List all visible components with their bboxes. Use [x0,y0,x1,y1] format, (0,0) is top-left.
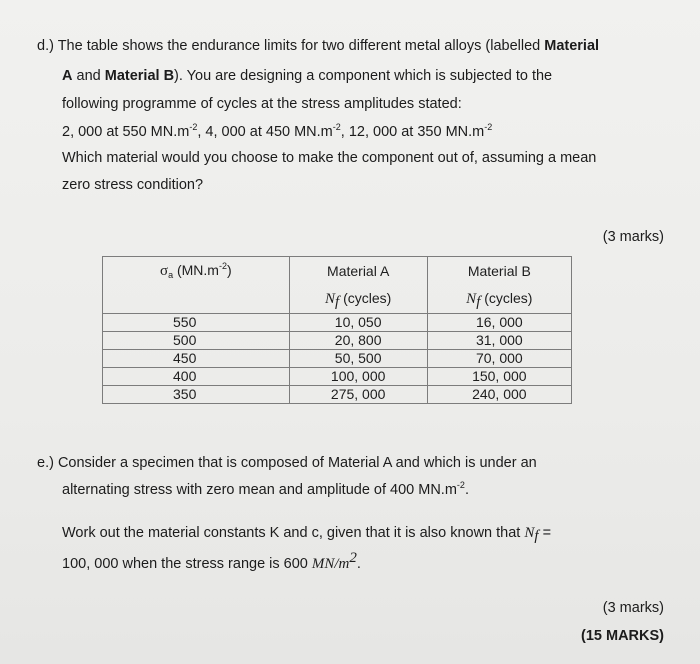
stress-cell: 500 [103,332,290,350]
material-b-header: Material B [427,257,571,286]
cycles-b: , 4, 000 at 450 MN.m [197,124,333,140]
part-d-bold-material-b: Material B [104,68,175,84]
part-e-line-1 [37,455,537,471]
material-a-cell: 20, 800 [289,332,427,350]
part-d-text-2: ). You are designing a component which is subjected to the [174,68,553,84]
material-a-cell: 275, 000 [289,386,427,404]
stress-cell: 450 [103,350,290,368]
table-row [103,350,572,368]
part-d-marks: (3 marks) [602,229,664,245]
part-d-line-1 [37,38,599,54]
part-d-bold-a: A [62,68,73,84]
part-d-line-6: zero stress condition? [62,177,204,193]
cycles-c: , 12, 000 at 350 MN.m [340,124,485,140]
stress-cell: 400 [103,368,290,386]
material-a-cell: 50, 500 [289,350,427,368]
table-row [103,332,572,350]
table-row [103,314,572,332]
total-marks: (15 MARKS) [581,628,664,644]
material-a-header: Material A [289,257,427,286]
part-d-line-4 [62,124,492,140]
part-d-and: and [72,68,105,84]
part-d-label: d.) [37,38,54,54]
material-a-cell: 10, 050 [289,314,427,332]
stress-subheader [103,285,290,314]
material-b-cell: 16, 000 [427,314,571,332]
part-e-line-3: Work out the material constants K and c, given that it is also known that $N_f$ = [62,525,552,544]
part-e-line-2: alternating stress with zero mean and amplitude of 400 $MN.m^{-2}$. [62,480,469,498]
part-d-line-5: Which material would you choose to make the component out of, assuming a mean [62,150,597,166]
material-a-cycles-header: $N_f$ (cycles) [289,285,427,314]
material-b-cell: 70, 000 [427,350,571,368]
exp-3: -2 [484,122,493,132]
material-b-cell: 150, 000 [427,368,571,386]
part-d-bold-material: Material [544,38,600,54]
material-b-cell: 240, 000 [427,386,571,404]
part-e-text-1: Consider a specimen that is composed of Material A and which is under an [57,455,537,471]
stress-header: $\sigma_a$ $(MN.m^{-2})$ [103,257,290,286]
part-e-line-4: 100, 000 when the stress range is 600 $MN/m^2$. [62,550,361,572]
part-d-line-3: following programme of cycles at the stress amplitudes stated: [62,96,462,112]
part-e-marks: (3 marks) [602,600,664,616]
table-subheader-row [103,285,572,314]
material-b-cell: 31, 000 [427,332,571,350]
part-e-label: e.) [37,455,54,471]
table-row [103,368,572,386]
table-row [103,386,572,404]
material-a-cell: 100, 000 [289,368,427,386]
part-d-line-2 [62,68,552,84]
stress-cell: 550 [103,314,290,332]
exp-1: -2 [189,122,198,132]
endurance-table [102,256,572,404]
cycles-a: 2, 000 at 550 MN.m [62,124,190,140]
stress-cell: 350 [103,386,290,404]
material-b-cycles-header: $N_f$ (cycles) [427,285,571,314]
exp-2: -2 [332,122,341,132]
part-d-text-1: The table shows the endurance limits for two different metal alloys (labelled [57,38,545,54]
table-header-row [103,257,572,286]
